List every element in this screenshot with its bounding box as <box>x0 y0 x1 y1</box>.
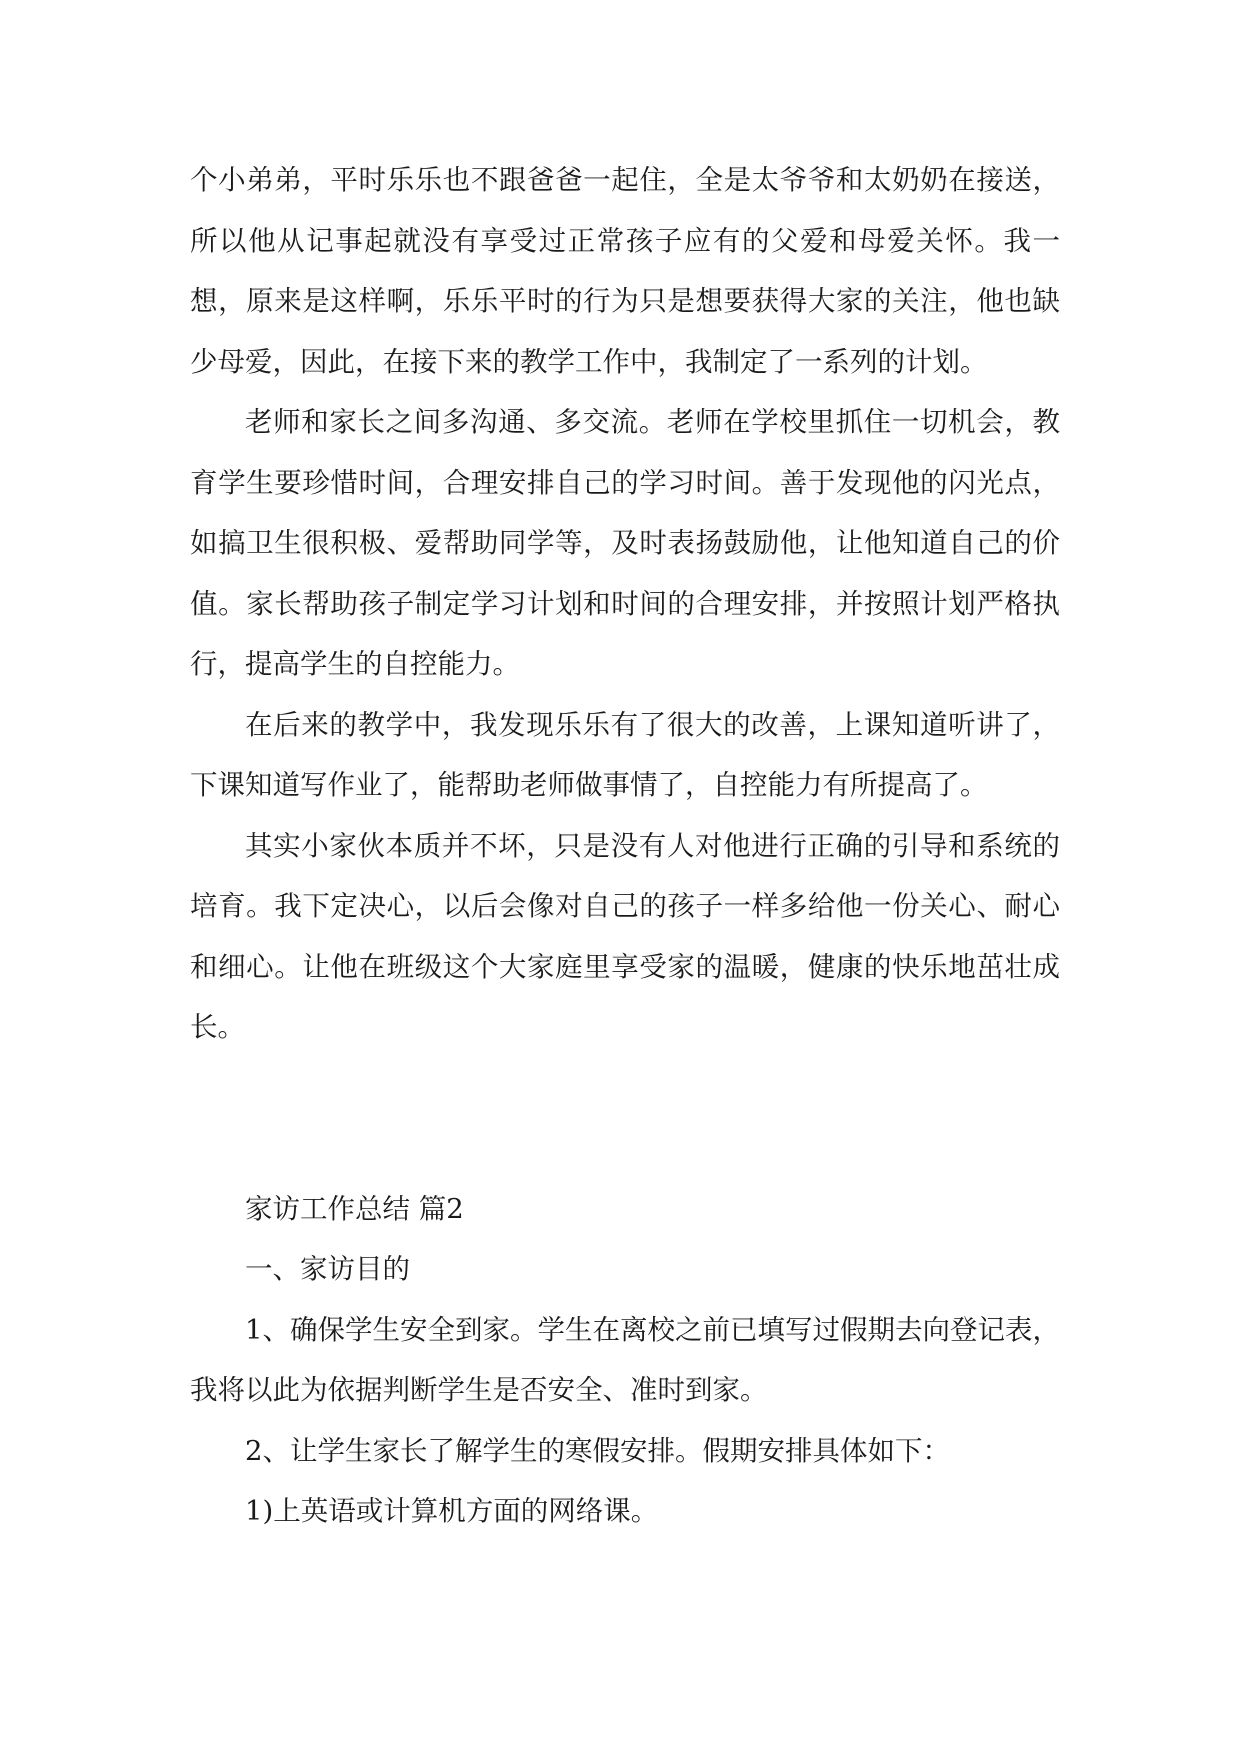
subheading-purpose: 一、家访目的 <box>245 1253 410 1285</box>
list-item-online-course: 1)上英语或计算机方面的网络课。 <box>245 1495 659 1527</box>
section-title: 家访工作总结 篇2 <box>245 1192 464 1225</box>
document-page <box>190 150 1060 1542</box>
paragraph-communication: 老师和家长之间多沟通、多交流。老师在学校里抓住一切机会，教育学生要珍惜时间，合理安排自己的学习时间。善于发现他的闪光点，如搞卫生很积极、爱帮助同学等，及时表扬鼓励他，让他知道自己的价值。家长帮助孩子制定学习计划和时间的合理安排，并按照计划严格执行，提高学生的自控能力。 <box>190 406 1060 680</box>
paragraph-conclusion: 其实小家伙本质并不坏，只是没有人对他进行正确的引导和系统的培育。我下定决心，以后会像对自己的孩子一样多给他一份关心、耐心和细心。让他在班级这个大家庭里享受家的温暖，健康的快乐地茁壮成长。 <box>190 829 1060 1043</box>
paragraph-continuation: 个小弟弟，平时乐乐也不跟爸爸一起住，全是太爷爷和太奶奶在接送，所以他从记事起就没有享受过正常孩子应有的父爱和母爱关怀。我一想，原来是这样啊，乐乐平时的行为只是想要获得大家的关注，他也缺少母爱，因此，在接下来的教学工作中，我制定了一系列的计划。 <box>190 164 1060 378</box>
paragraph-improvement: 在后来的教学中，我发现乐乐有了很大的改善，上课知道听讲了，下课知道写作业了，能帮助老师做事情了，自控能力有所提高了。 <box>190 708 1060 801</box>
list-item-winter-plan: 2、让学生家长了解学生的寒假安排。假期安排具体如下： <box>245 1434 950 1467</box>
section-spacer <box>190 1058 1060 1179</box>
list-item-safety: 1、确保学生安全到家。学生在离校之前已填写过假期去向登记表，我将以此为依据判断学生是否安全、准时到家。 <box>190 1313 1060 1406</box>
